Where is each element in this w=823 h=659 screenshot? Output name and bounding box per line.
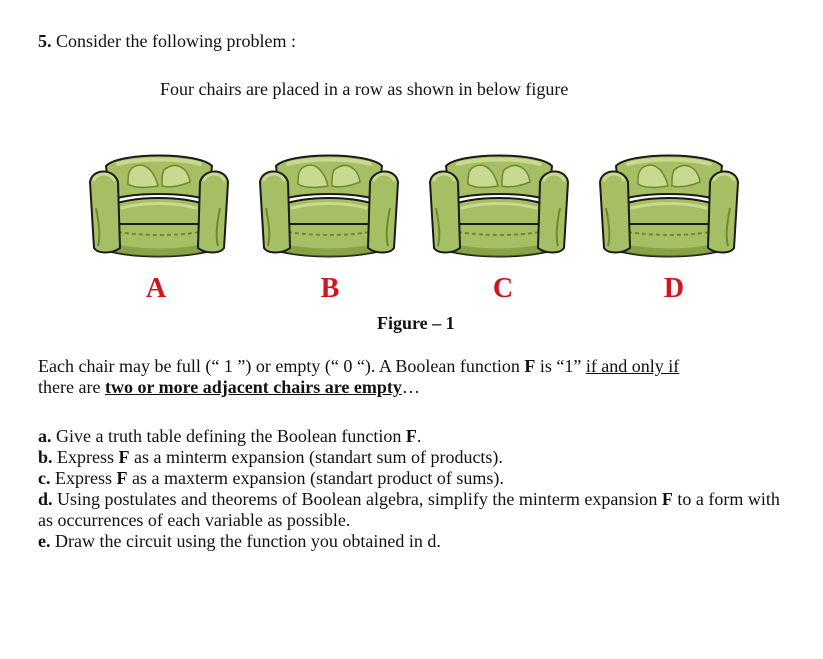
- para-ellipsis: …: [401, 377, 420, 397]
- task-bold: F: [661, 489, 673, 509]
- task-text: Give a truth table defining the Boolean function: [51, 426, 406, 446]
- task-e: [38, 531, 798, 552]
- task-text-end: .: [416, 426, 422, 446]
- question-heading: [38, 31, 296, 52]
- task-letter: b.: [38, 447, 53, 467]
- task-text-end: to a form with as occurrences of each variable as possible.: [38, 489, 780, 530]
- task-bold: F: [118, 447, 130, 467]
- task-b: [38, 447, 798, 468]
- chair-label-a: A: [145, 273, 167, 304]
- task-bold: F: [405, 426, 417, 446]
- task-d: [38, 489, 798, 531]
- task-text-end: as a minterm expansion (standart sum of products).: [129, 447, 503, 467]
- task-a: [38, 426, 798, 447]
- task-text-end: as a maxterm expansion (standart product of sums).: [127, 468, 504, 488]
- task-text: Using postulates and theorems of Boolean algebra, simplify the minterm expansion: [52, 489, 662, 509]
- task-letter: d.: [38, 489, 53, 509]
- task-letter: e.: [38, 531, 51, 551]
- task-text: Draw the circuit using the function you obtained in d.: [50, 531, 441, 551]
- para-adjacent-condition: two or more adjacent chairs are empty: [104, 377, 402, 397]
- chair-c-image: [424, 148, 574, 263]
- chair-label-b: B: [320, 273, 340, 304]
- problem-paragraph: [38, 356, 778, 398]
- task-list: [38, 426, 798, 552]
- task-letter: a.: [38, 426, 52, 446]
- task-bold: F: [116, 468, 128, 488]
- chair-label-c: C: [492, 273, 514, 304]
- task-c: [38, 468, 798, 489]
- para-text-1: Each chair may be full (“ 1 ”) or empty (“ 0 “). A Boolean function: [38, 356, 525, 376]
- chair-b-image: [254, 148, 404, 263]
- question-title: Consider the following problem :: [56, 31, 296, 51]
- para-iff: if and only if: [585, 356, 680, 376]
- intro-text: Four chairs are placed in a row as shown in below figure: [160, 79, 569, 99]
- task-text: Express: [52, 447, 119, 467]
- task-text: Express: [50, 468, 117, 488]
- question-number: 5.: [38, 31, 52, 51]
- para-text-2: is “1”: [535, 356, 586, 376]
- chair-d-image: [594, 148, 744, 263]
- para-function-f: F: [524, 356, 536, 376]
- chair-a-image: [84, 148, 234, 263]
- para-text-3: there are: [38, 377, 105, 397]
- chair-label-d: D: [663, 273, 685, 304]
- figure-caption: Figure – 1: [377, 313, 455, 333]
- chairs-figure: [84, 148, 764, 308]
- task-letter: c.: [38, 468, 51, 488]
